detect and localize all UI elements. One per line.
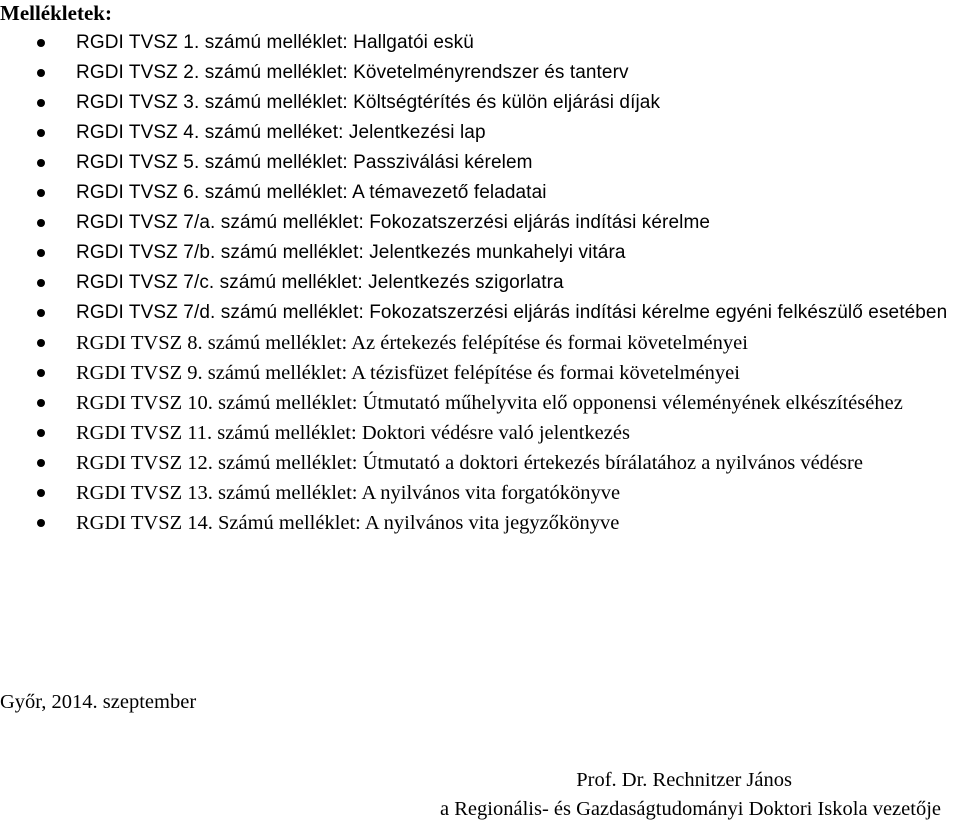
signatory-title: a Regionális- és Gazdaságtudományi Doktori Iskola vezetője <box>440 798 941 820</box>
list-item-5: RGDI TVSZ 5. számú melléklet: Passziválási kérelem <box>0 148 957 178</box>
signatory-name: Prof. Dr. Rechnitzer János <box>576 769 792 791</box>
list-item-7a: RGDI TVSZ 7/a. számú melléklet: Fokozatszerzési eljárás indítási kérelme <box>0 208 957 238</box>
list-item-7c: RGDI TVSZ 7/c. számú melléklet: Jelentkezés szigorlatra <box>0 268 957 298</box>
list-item-13: RGDI TVSZ 13. számú melléklet: A nyilvános vita forgatókönyve <box>0 478 957 508</box>
appendix-list <box>0 28 957 538</box>
list-item-12: RGDI TVSZ 12. számú melléklet: Útmutató a doktori értekezés bírálatához a nyilvános védésre <box>0 448 957 478</box>
list-item-6: RGDI TVSZ 6. számú melléklet: A témavezető feladatai <box>0 178 957 208</box>
list-item-14: RGDI TVSZ 14. Számú melléklet: A nyilvános vita jegyzőkönyve <box>0 508 957 538</box>
list-item-2: RGDI TVSZ 2. számú melléklet: Követelményrendszer és tanterv <box>0 58 957 88</box>
list-item-9: RGDI TVSZ 9. számú melléklet: A tézisfüzet felépítése és formai követelményei <box>0 358 957 388</box>
list-item-7d: RGDI TVSZ 7/d. számú melléklet: Fokozatszerzési eljárás indítási kérelme egyéni felkészülő esetében <box>0 298 957 328</box>
list-item-1: RGDI TVSZ 1. számú melléklet: Hallgatói eskü <box>0 28 957 58</box>
list-item-3: RGDI TVSZ 3. számú melléklet: Költségtérítés és külön eljárási díjak <box>0 88 957 118</box>
list-item-11: RGDI TVSZ 11. számú melléklet: Doktori védésre való jelentkezés <box>0 418 957 448</box>
page-heading: Mellékletek: <box>0 1 112 25</box>
place-date: Győr, 2014. szeptember <box>0 691 197 713</box>
list-item-8: RGDI TVSZ 8. számú melléklet: Az értekezés felépítése és formai követelményei <box>0 328 957 358</box>
list-item-10: RGDI TVSZ 10. számú melléklet: Útmutató műhelyvita elő opponensi véleményének elkészítéséhez <box>0 388 957 418</box>
list-item-4: RGDI TVSZ 4. számú melléket: Jelentkezési lap <box>0 118 957 148</box>
list-item-7b: RGDI TVSZ 7/b. számú melléklet: Jelentkezés munkahelyi vitára <box>0 238 957 268</box>
